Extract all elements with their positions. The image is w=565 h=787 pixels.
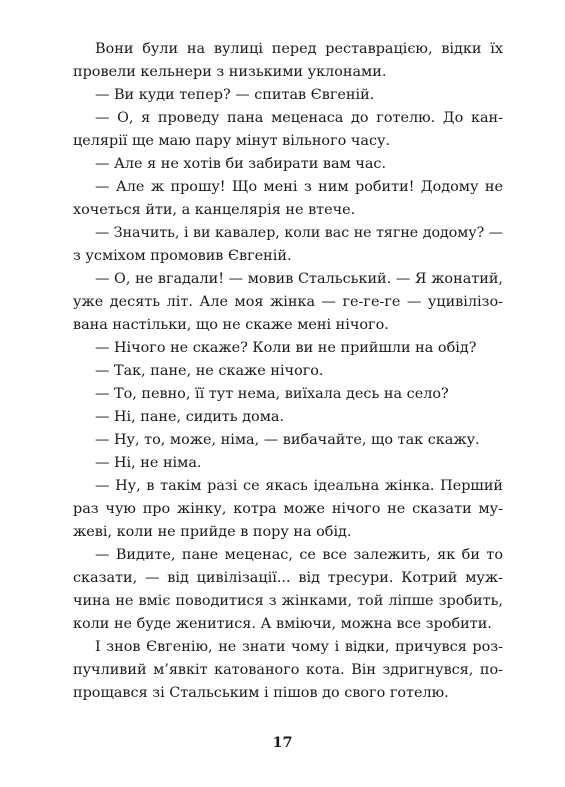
text-line: Вони були на вулиці перед реставрацією, відки їх <box>95 41 503 57</box>
text-line: — Ні, не німа. <box>95 455 202 471</box>
text-line: — Але я не хотів би забирати вам час. <box>95 156 387 172</box>
text-line: прощався зі Стальським і пішов до свого готелю. <box>73 685 449 701</box>
text-line: з усміхом промовив Євгеній. <box>73 248 292 264</box>
paragraph <box>73 383 503 406</box>
text-line: — О, я проведу пана меценаса до готелю. До кан- <box>95 110 503 126</box>
page-number: 17 <box>272 734 293 751</box>
text-line: вана настільки, що не скаже мені нічого. <box>73 317 389 333</box>
text-line: — Нічого не скаже? Коли ви не прийшли на обід? <box>95 340 477 356</box>
paragraph <box>73 337 503 360</box>
paragraph <box>73 544 503 636</box>
text-line: хочеться йти, а канцелярія не втече. <box>73 202 356 218</box>
text-line: пучливий м’явкіт катованого кота. Він здригнувся, по- <box>73 662 503 678</box>
text-line: І знов Євгенію, не знати чому і відки, причувся роз- <box>95 639 503 655</box>
text-line: раз чую про жінку, котра може нічого не сказати му- <box>73 501 503 517</box>
text-line: жеві, коли не прийде в пору на обід. <box>73 524 352 540</box>
paragraph <box>73 222 503 268</box>
text-line: — Ні, пане, сидить дома. <box>95 409 285 425</box>
paragraph <box>73 360 503 383</box>
text-line: целярії ще маю пару мінут вільного часу. <box>73 133 391 149</box>
text-line: — Ви куди тепер? — спитав Євгеній. <box>95 87 375 103</box>
paragraph <box>73 406 503 429</box>
text-line: — Ну, в такім разі се якась ідеальна жінка. Перший <box>95 478 503 494</box>
text-line: — Але ж прошу! Що мені з ним робити! Додому не <box>95 179 503 195</box>
paragraph <box>73 636 503 705</box>
text-line: — То, певно, її тут нема, виїхала десь на село? <box>95 386 449 402</box>
paragraph <box>73 38 503 84</box>
paragraph <box>73 107 503 153</box>
paragraph <box>73 153 503 176</box>
text-line: провели кельнери з низькими уклонами. <box>73 64 387 80</box>
text-line: — О, не вгадали! — мовив Стальський. — Я жонатий, <box>95 271 503 287</box>
paragraph <box>73 268 503 337</box>
text-line: уже десять літ. Але моя жінка — ге-ге-ге — уцивілізо- <box>73 294 503 310</box>
text-line: коли не буде женитися. А вміючи, можна все зробити. <box>73 616 492 632</box>
text-line: чина не вміє поводитися з жінками, той ліпше зробить, <box>73 593 503 609</box>
paragraph <box>73 475 503 544</box>
text-line: — Значить, і ви кавалер, коли вас не тягне додому? — <box>95 225 503 241</box>
paragraph <box>73 84 503 107</box>
paragraph <box>73 176 503 222</box>
text-line: — Так, пане, не скаже нічого. <box>95 363 324 379</box>
text-line: — Видите, пане меценас, се все залежить, як би то <box>95 547 503 563</box>
body-text <box>73 38 503 705</box>
paragraph <box>73 452 503 475</box>
text-line: сказати, — від цивілізації... від тресури. Котрий муж- <box>73 570 503 586</box>
paragraph <box>73 429 503 452</box>
text-line: — Ну, то, може, німа, — вибачайте, що так скажу. <box>95 432 480 448</box>
